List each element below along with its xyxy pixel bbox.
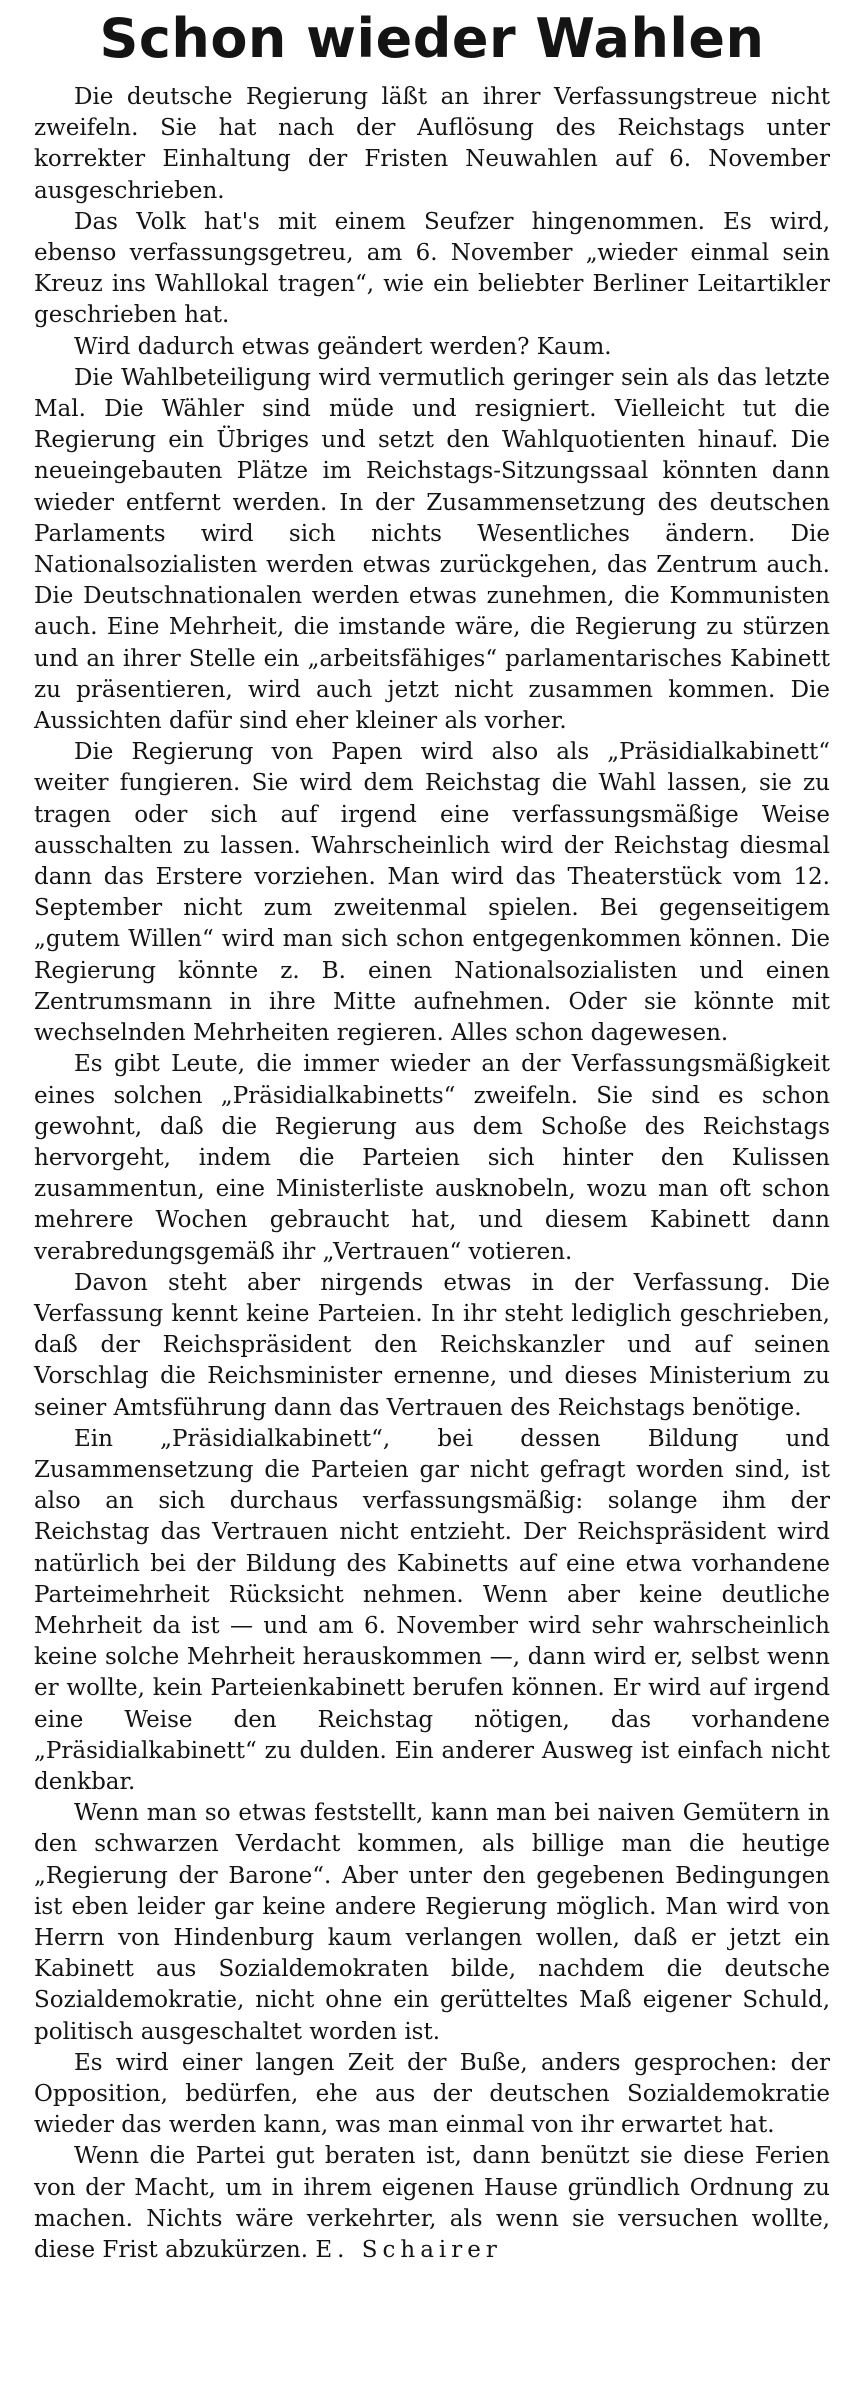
paragraph: Die Regierung von Papen wird also als „Präsidialkabinett“ weiter fungieren. Sie wird dem Reichstag die Wahl lassen, sie zu tragen oder sich auf irgend eine verfassungsmäßige Weise ausschalten zu lassen. Wahrscheinlich wird der Reichstag diesmal dann das Erstere vorziehen. Man wird das Theaterstück vom 12. September nicht zum zweitenmal spielen. Bei gegenseitigem „gutem Willen“ wird man sich schon entgegenkommen können. Die Regierung könnte z. B. einen Nationalsozialisten und einen Zentrumsmann in ihre Mitte aufnehmen. Oder sie könnte mit wechselnden Mehrheiten regieren. Alles schon dagewesen.: [34, 739, 830, 1047]
paragraph: Davon steht aber nirgends etwas in der Verfassung. Die Verfassung kennt keine Parteien. In ihr steht lediglich geschrieben, daß der Reichspräsident den Reichskanzler und auf seinen Vorschlag die Reichsminister ernenne, und dieses Ministerium zu seiner Amtsführung dann das Vertrauen des Reichstags benötige.: [34, 1269, 830, 1421]
paragraph: Das Volk hat's mit einem Seufzer hingenommen. Es wird, ebenso verfassungsgetreu, am 6. November „wieder einmal sein Kreuz ins Wahllokal tragen“, wie ein beliebter Berliner Leitartikler geschrieben hat.: [34, 208, 830, 329]
paragraph: Die deutsche Regierung läßt an ihrer Verfassungstreue nicht zweifeln. Sie hat nach der Auflösung des Reichstags unter korrekter Einhaltung der Fristen Neuwahlen auf 6. November ausgeschrieben.: [34, 84, 830, 204]
last-paragraph-text: Wenn die Partei gut beraten ist, dann benützt sie diese Ferien von der Macht, um in ihrem eigenen Hause gründlich Ordnung zu machen. Nichts wäre verkehrter, als wenn sie versuchen wollte, diese Frist abzukürzen.: [34, 2143, 830, 2264]
last-paragraph: [34, 2141, 830, 2266]
paragraph: Es gibt Leute, die immer wieder an der Verfassungsmäßigkeit eines solchen „Präsidialkabinetts“ zweifeln. Sie sind es schon gewohnt, daß die Regierung aus dem Schoße des Reichstags hervorgeht, indem die Parteien sich hinter den Kulissen zusammentun, eine Ministerliste ausknobeln, wozu man oft schon mehrere Wochen gebraucht hat, und diesem Kabinett dann verabredungsgemäß ihr „Vertrauen“ votieren.: [34, 1051, 830, 1265]
paragraph: Wird dadurch etwas geändert werden? Kaum.: [74, 333, 612, 360]
paragraph: Ein „Präsidialkabinett“, bei dessen Bildung und Zusammensetzung die Parteien gar nicht gefragt worden sind, ist also an sich durchaus verfassungsmäßig: solange ihm der Reichstag das Vertrauen nicht entzieht. Der Reichspräsident wird natürlich bei der Bildung des Kabinetts auf eine etwa vorhandene Parteimehrheit Rücksicht nehmen. Wenn aber keine deutliche Mehrheit da ist — und am 6. November wird sehr wahrscheinlich keine solche Mehrheit herauskommen —, dann wird er, selbst wenn er wollte, kein Parteienkabinett berufen können. Er wird auf irgend eine Weise den Reichstag nötigen, das vorhandene „Präsidialkabinett“ zu dulden. Ein anderer Ausweg ist einfach nicht denkbar.: [34, 1425, 830, 1795]
paragraph: Wenn man so etwas feststellt, kann man bei naiven Gemütern in den schwarzen Verdacht kommen, als billige man die heutige „Regierung der Barone“. Aber unter den gegebenen Bedingungen ist eben leider gar keine andere Regierung möglich. Man wird von Herrn von Hindenburg kaum verlangen wollen, daß er jetzt ein Kabinett aus Sozialdemokraten bilde, nachdem die deutsche Sozialdemokratie, nicht ohne ein gerütteltes Maß eigener Schuld, politisch ausgeschaltet worden ist.: [34, 1800, 830, 2045]
headline: Schon wieder Wahlen: [99, 7, 765, 70]
author-byline: E. Schairer: [315, 2237, 502, 2264]
article-body: [34, 82, 830, 2266]
paragraph: Es wird einer langen Zeit der Buße, anders gesprochen: der Opposition, bedürfen, ehe aus der deutschen Sozialdemokratie wieder das werden kann, was man einmal von ihr erwartet hat.: [34, 2049, 830, 2139]
paragraph: Die Wahlbeteiligung wird vermutlich geringer sein als das letzte Mal. Die Wähler sind müde und resigniert. Vielleicht tut die Regierung ein Übriges und setzt den Wahlquotienten hinauf. Die neueingebauten Plätze im Reichstags-Sitzungssaal könnten dann wieder entfernt werden. In der Zusammensetzung des deutschen Parlaments wird sich nichts Wesentliches ändern. Die Nationalsozialisten werden etwas zurückgehen, das Zentrum auch. Die Deutschnationalen werden etwas zunehmen, die Kommunisten auch. Eine Mehrheit, die imstande wäre, die Regierung zu stürzen und an ihrer Stelle ein „arbeitsfähiges“ parlamentarisches Kabinett zu präsentieren, wird auch jetzt nicht zusammen kommen. Die Aussichten dafür sind eher kleiner als vorher.: [34, 364, 830, 735]
